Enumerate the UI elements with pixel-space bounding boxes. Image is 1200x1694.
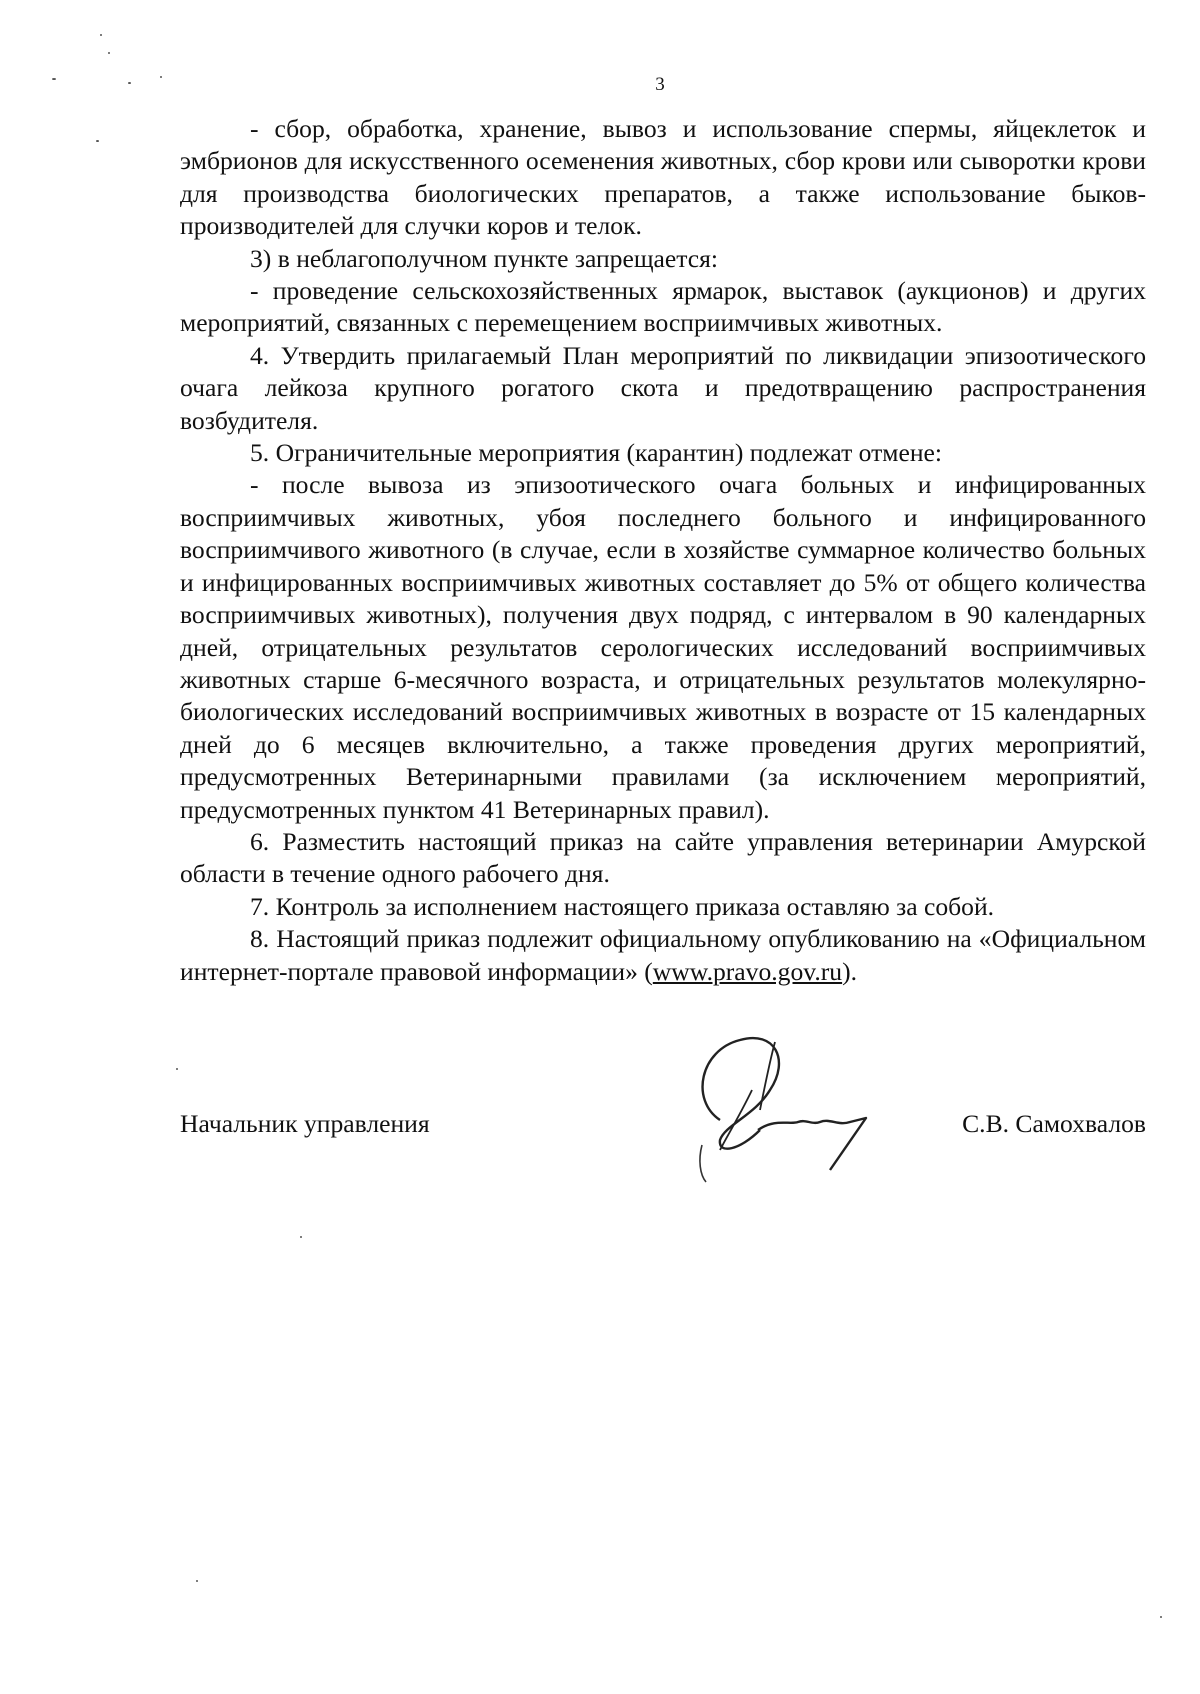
paragraph-outbreak-point-ban: 3) в неблагополучном пункте запрещается: (250, 243, 719, 273)
scan-speck (300, 1236, 302, 1238)
paragraph-lift-conditions: - после вывоза из эпизоотического очага больных и инфицированных восприимчивых животных, убоя последнего больного и инфицированного восприимчивого животного (в случае, если в хозяйстве суммарное количество больных и инфицированных восприимчивых животных составляет до 5% от общего количества восприимчивых животных), получения двух подряд, с интервалом в 90 календарных дней, отрицательных результатов серологических исследований восприимчивых животных старше 6-месячного возраста, и отрицательных результатов молекулярно-биологических исследований восприимчивых животных в возрасте от 15 календарных дней до 6 месяцев включительно, а также проведения других мероприятий, предусмотренных Ветеринарными правилами (за исключением мероприятий, предусмотренных пунктом 41 Ветеринарных правил). (180, 470, 1146, 824)
handwritten-signature (680, 1030, 880, 1200)
paragraph-quarantine-lift: 5. Ограничительные мероприятия (карантин) подлежат отмене: (250, 438, 943, 468)
document-body (180, 113, 1146, 988)
pravo-link[interactable]: www.pravo.gov.ru (652, 956, 843, 986)
publication-text-after: ). (842, 956, 858, 986)
paragraph-publish-site: 6. Разместить настоящий приказ на сайте управления ветеринарии Амурской области в течение одного рабочего дня. (180, 826, 1146, 889)
paragraph-approve-plan: 4. Утвердить прилагаемый План мероприятий по ликвидации эпизоотического очага лейкоза крупного рогатого скота и предотвращению распространения возбудителя. (180, 340, 1146, 435)
scan-speck (96, 140, 99, 142)
scan-speck (176, 1068, 178, 1070)
paragraph-official-publication (180, 923, 1146, 988)
page-number: 3 (655, 74, 665, 95)
signatory-title: Начальник управления (180, 1109, 430, 1138)
scan-speck (160, 76, 162, 78)
scan-speck (196, 1580, 198, 1582)
publication-text-before: 8. Настоящий приказ подлежит официальному опубликованию на «Официальном интернет-портале правовой информации» ( (180, 924, 1146, 986)
signatory-name: С.В. Самохвалов (962, 1109, 1146, 1138)
paragraph-control: 7. Контроль за исполнением настоящего приказа оставляю за собой. (250, 891, 995, 921)
scan-speck (108, 52, 110, 54)
scan-speck (100, 34, 102, 36)
scan-speck (52, 78, 56, 80)
scan-speck (128, 82, 131, 84)
scan-speck (1160, 1616, 1162, 1618)
paragraph-collection-ban: - сбор, обработка, хранение, вывоз и использование спермы, яйцеклеток и эмбрионов для искусственного осеменения животных, сбор крови или сыворотки крови для производства биологических препаратов, а также использование быков-производителей для случки коров и телок. (180, 114, 1146, 241)
paragraph-fairs-ban: - проведение сельскохозяйственных ярмарок, выставок (аукционов) и других мероприятий, связанных с перемещением восприимчивых животных. (180, 276, 1146, 338)
